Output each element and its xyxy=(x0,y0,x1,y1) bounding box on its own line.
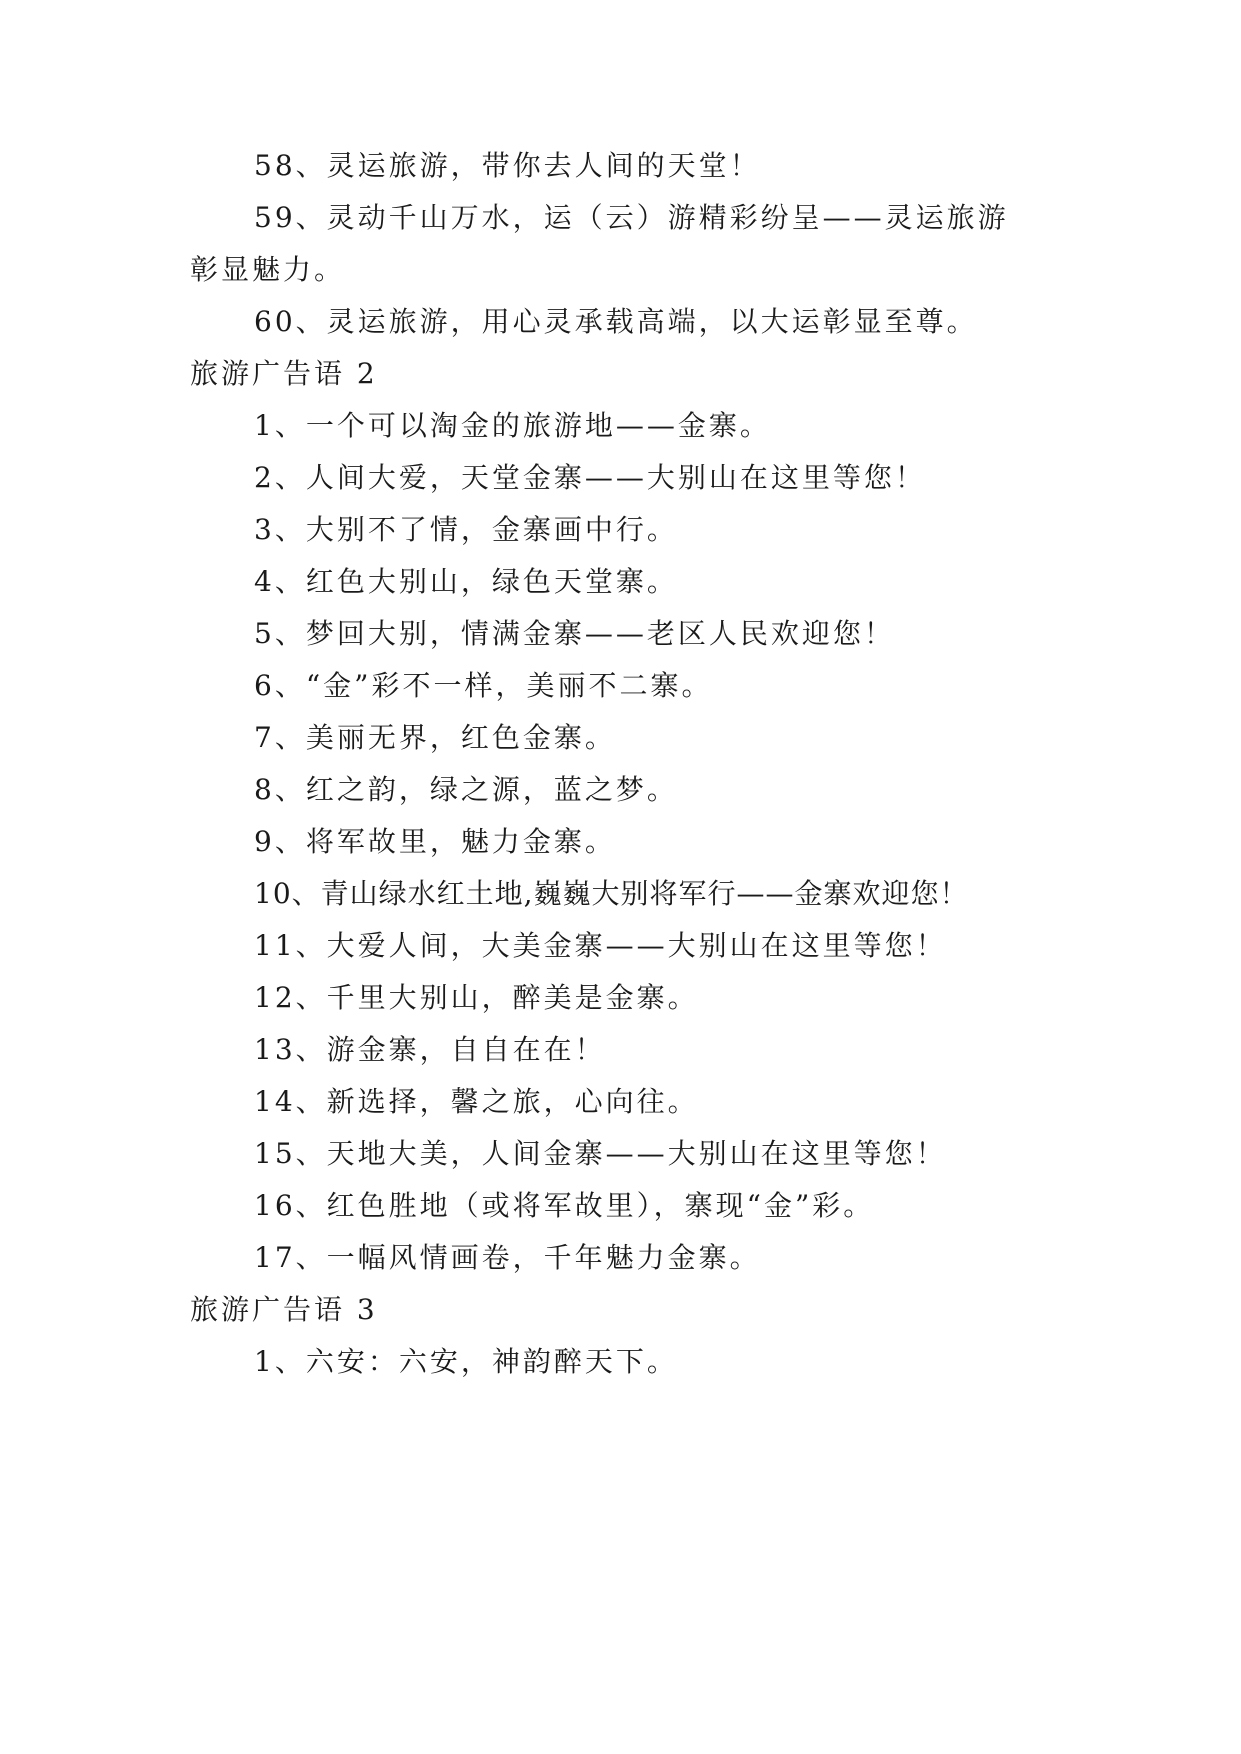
list-item: 7、美丽无界，红色金寨。 xyxy=(254,721,616,754)
list-item: 15、天地大美，人间金寨——大别山在这里等您！ xyxy=(254,1137,947,1170)
list-item: 16、红色胜地（或将军故里），寨现“金”彩。 xyxy=(254,1189,875,1222)
paragraph-59-continued: 彰显魅力。 xyxy=(190,253,346,286)
section-heading-3: 旅游广告语 3 xyxy=(190,1293,378,1326)
section-heading-2: 旅游广告语 2 xyxy=(190,357,378,390)
list-item: 1、六安：六安，神韵醉天下。 xyxy=(254,1345,678,1378)
paragraph-58: 58、灵运旅游，带你去人间的天堂！ xyxy=(254,149,761,182)
paragraph-60: 60、灵运旅游，用心灵承载高端，以大运彰显至尊。 xyxy=(254,305,978,338)
list-item: 17、一幅风情画卷，千年魅力金寨。 xyxy=(254,1241,761,1274)
list-item: 1、一个可以淘金的旅游地——金寨。 xyxy=(254,409,771,442)
list-item: 6、“金”彩不一样，美丽不二寨。 xyxy=(254,669,713,702)
list-item: 12、千里大别山，醉美是金寨。 xyxy=(254,981,699,1014)
list-item: 2、人间大爱，天堂金寨——大别山在这里等您！ xyxy=(254,461,926,494)
list-item: 8、红之韵，绿之源，蓝之梦。 xyxy=(254,773,678,806)
list-item: 13、游金寨，自自在在！ xyxy=(254,1033,606,1066)
list-item: 5、梦回大别，情满金寨——老区人民欢迎您！ xyxy=(254,617,895,650)
paragraph-59: 59、灵动千山万水，运（云）游精彩纷呈——灵运旅游 xyxy=(254,201,1009,234)
list-item: 3、大别不了情，金寨画中行。 xyxy=(254,513,678,546)
list-item: 14、新选择，馨之旅，心向往。 xyxy=(254,1085,699,1118)
list-item: 10、青山绿水红土地,巍巍大别将军行——金寨欢迎您！ xyxy=(254,877,969,910)
list-item: 11、大爱人间，大美金寨——大别山在这里等您！ xyxy=(254,929,947,962)
list-item: 4、红色大别山，绿色天堂寨。 xyxy=(254,565,678,598)
list-item: 9、将军故里，魅力金寨。 xyxy=(254,825,616,858)
